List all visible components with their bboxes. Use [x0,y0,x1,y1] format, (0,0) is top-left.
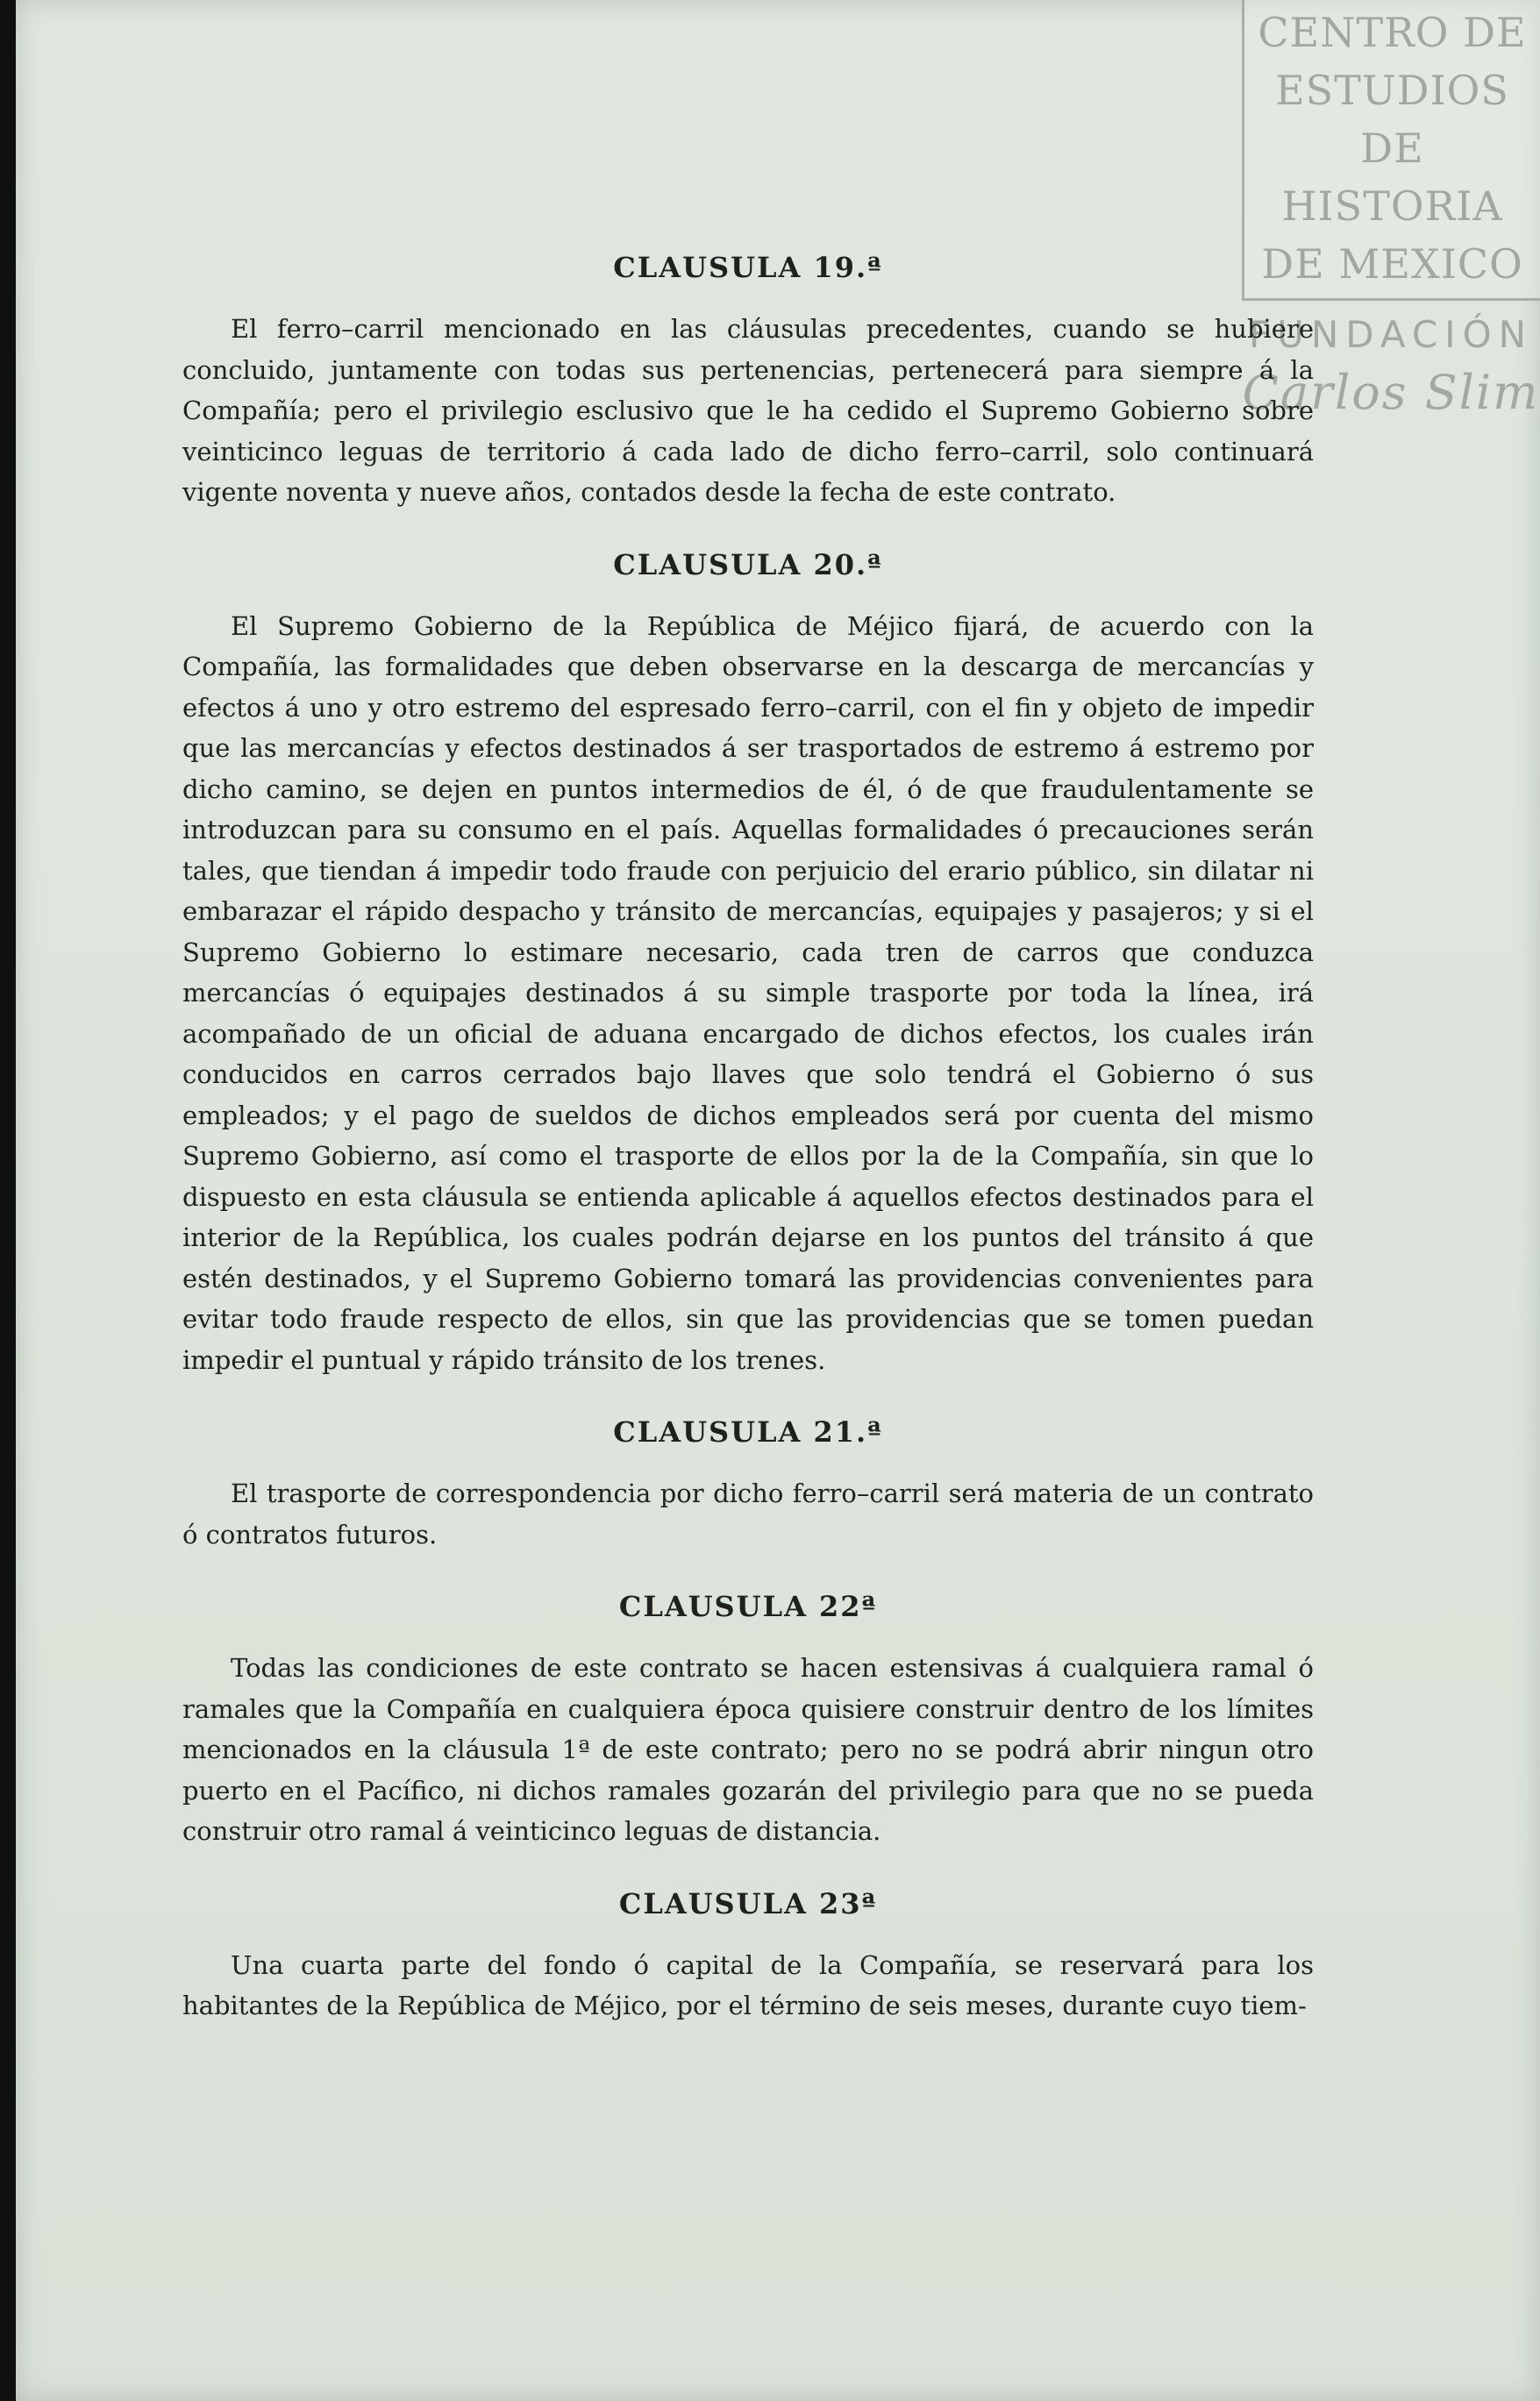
clause-23 [182,1882,1314,2027]
watermark-line: DE HISTORIA [1281,125,1503,230]
clause-20 [182,543,1314,1381]
watermark-signature: Carlos Slim [1242,365,1540,420]
clause-body: El trasporte de correspondencia por dicho ferro–carril será materia de un contrato ó contratos futuros. [182,1478,1314,1550]
watermark-line: CENTRO DE [1258,9,1527,56]
clause-title: CLAUSULA 21.ª [613,1415,883,1449]
clause-title: CLAUSULA 20.ª [613,547,883,581]
clause-body: Una cuarta parte del fondo ó capital de la Compañía, se reservará para los habitantes de la República de Méjico, por el término de seis meses, durante cuyo tiem- [182,1949,1314,2020]
clause-title: CLAUSULA 19.ª [613,251,883,284]
watermark-line: ESTUDIOS [1275,67,1509,114]
document-content [182,246,1314,2056]
watermark-fundacion: FUNDACIÓN [1248,313,1534,356]
clause-19 [182,246,1314,513]
watermark-line: DE MEXICO [1261,240,1523,288]
clause-body: El Supremo Gobierno de la República de Méjico fijará, de acuerdo con la Compañía, las formalidades que deben observarse en la descarga de mercancías y efectos á uno y otro estremo del espresado ferro–carril, con el fin y objeto de impedir que las mercancías y efectos destinados á ser trasportados de estremo á estremo por dicho camino, se dejen en puntos intermedios de él, ó de que fraudulentamente se introduzcan para su consumo en el país. Aquellas formalidades ó precauciones serán tales, que tiendan á impedir todo fraude con perjuicio del erario público, sin dilatar ni embarazar el rápido despacho y tránsito de mercancías, equipajes y pasajeros; y si el Supremo Gobierno lo estimare necesario, cada tren de carros que conduzca mercancías ó equipajes destinados á su simple trasporte por toda la línea, irá acompañado de un oficial de aduana encargado de dichos efectos, los cuales irán conducidos en carros cerrados bajo llaves que solo tendrá el Gobierno ó sus empleados; y el pago de sueldos de dichos empleados será por cuenta del mismo Supremo Gobierno, así como el trasporte de ellos por la de la Compañía, sin que lo dispuesto en esta cláusula se entienda aplicable á aquellos efectos destinados para el interior de la República, los cuales podrán dejarse en los puntos del tránsito á que estén destinados, y el Supremo Gobierno tomará las providencias convenientes para evitar todo fraude respecto de ellos, sin que las providencias que se tomen puedan impedir el puntual y rápido tránsito de los trenes. [182,610,1314,1375]
clause-title: CLAUSULA 23ª [618,1886,878,1920]
document-page [16,0,1540,2401]
clause-22 [182,1585,1314,1852]
clause-body: Todas las condiciones de este contrato se hacen estensivas á cualquiera ramal ó ramales que la Compañía en cualquiera época quisiere construir dentro de los límites mencionados en la cláusula 1ª de este contrato; pero no se podrá abrir ningun otro puerto en el Pacífico, ni dichos ramales gozarán del privilegio para que no se pueda construir otro ramal á veinticinco leguas de distancia. [182,1653,1314,1846]
clause-title: CLAUSULA 22ª [618,1590,878,1623]
clause-21 [182,1410,1314,1555]
clause-body: El ferro–carril mencionado en las cláusulas precedentes, cuando se hubiere concluido, juntamente con todas sus pertenencias, pertenecerá para siempre á la Compañía; pero el privilegio esclusivo que le ha cedido el Supremo Gobierno sobre veinticinco leguas de territorio á cada lado de dicho ferro–carril, solo continuará vigente noventa y nueve años, contados desde la fecha de este contrato. [182,314,1314,507]
